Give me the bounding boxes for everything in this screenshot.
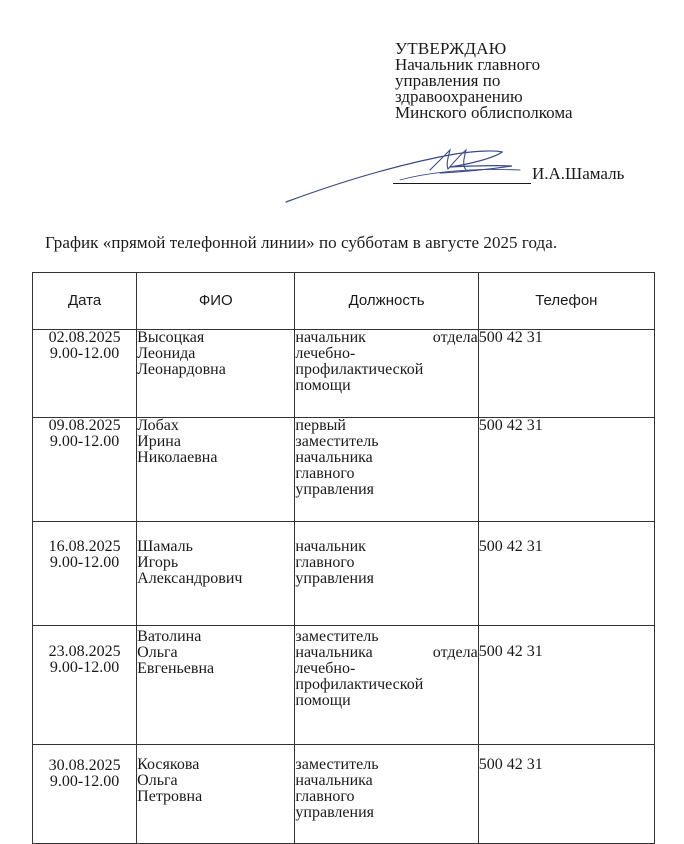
cell-position: [295, 418, 478, 522]
cell-phone: 500 42 31: [478, 418, 654, 522]
page-title: График «прямой телефонной линии» по субботам в августе 2025 года.: [45, 233, 558, 252]
handwritten-signature: [280, 142, 540, 208]
position-line: начальника: [295, 772, 373, 789]
position-line: первый: [295, 417, 346, 434]
date-value: 09.08.2025: [48, 417, 121, 434]
position-line: главного: [295, 554, 355, 571]
cell-date: [33, 745, 137, 844]
header-position: Должность: [295, 273, 478, 330]
patronymic: Петровна: [137, 788, 203, 805]
cell-position: [295, 522, 478, 626]
approval-block: [395, 41, 573, 121]
table-row: [33, 745, 655, 844]
table-row: [33, 626, 655, 745]
first-name: Леонида: [137, 345, 196, 362]
position-line: лечебно-: [295, 345, 356, 362]
patronymic: Евгеньевна: [137, 660, 215, 677]
position-line: начальник: [295, 538, 366, 555]
position-line: управления: [295, 804, 374, 821]
surname: Высоцкая: [137, 329, 205, 346]
cell-phone: 500 42 31: [478, 626, 654, 745]
surname: Лобах: [137, 417, 179, 434]
first-name: Ольга: [137, 644, 178, 661]
approval-line: Начальник главного: [395, 55, 541, 74]
patronymic: Александрович: [137, 570, 243, 587]
approval-line: Минского облисполкома: [395, 103, 573, 122]
signature-line: [393, 183, 531, 184]
patronymic: Николаевна: [137, 449, 218, 466]
table-row: [33, 330, 655, 418]
header-name: ФИО: [137, 273, 295, 330]
position-line: начальник отдела: [295, 329, 478, 346]
date-value: 02.08.2025: [48, 329, 121, 346]
cell-phone: 500 42 31: [478, 745, 654, 844]
cell-position: [295, 626, 478, 745]
cell-phone: 500 42 31: [478, 330, 654, 418]
position-line: начальника отдела: [295, 644, 478, 661]
position-line: управления: [295, 570, 374, 587]
cell-position: [295, 330, 478, 418]
cell-date: [33, 418, 137, 522]
position-line: заместитель: [295, 756, 379, 773]
position-line: помощи: [295, 692, 351, 709]
surname: Ватолина: [137, 628, 202, 645]
position-line: профилактической: [295, 361, 424, 378]
position-line: помощи: [295, 377, 351, 394]
position-line: начальника: [295, 449, 373, 466]
header-date: Дата: [33, 273, 137, 330]
time-value: 9.00-12.00: [49, 433, 120, 450]
position-line: главного: [295, 465, 355, 482]
cell-phone: 500 42 31: [478, 522, 654, 626]
table-row: [33, 418, 655, 522]
first-name: Игорь: [137, 554, 179, 571]
first-name: Ольга: [137, 772, 178, 789]
cell-date: [33, 330, 137, 418]
cell-date: [33, 626, 137, 745]
position-line: профилактической: [295, 676, 424, 693]
cell-name: [137, 745, 295, 844]
header-phone: Телефон: [478, 273, 654, 330]
approval-line: управления по: [395, 71, 501, 90]
position-line: управления: [295, 481, 374, 498]
time-value: 9.00-12.00: [49, 554, 120, 571]
cell-name: [137, 522, 295, 626]
table-row: [33, 522, 655, 626]
date-value: 23.08.2025: [48, 643, 121, 660]
time-value: 9.00-12.00: [49, 773, 120, 790]
position-line: главного: [295, 788, 355, 805]
cell-name: [137, 626, 295, 745]
approval-line: здравоохранению: [395, 87, 523, 106]
first-name: Ирина: [137, 433, 181, 450]
surname: Косякова: [137, 756, 200, 773]
patronymic: Леонардовна: [137, 361, 226, 378]
date-value: 16.08.2025: [48, 538, 121, 555]
position-line: лечебно-: [295, 660, 356, 677]
approval-heading: УТВЕРЖДАЮ: [395, 39, 507, 58]
schedule-table: [32, 272, 655, 844]
table-header-row: [33, 273, 655, 330]
cell-name: [137, 330, 295, 418]
cell-name: [137, 418, 295, 522]
position-line: заместитель: [295, 628, 379, 645]
signer-name: И.А.Шамаль: [532, 164, 625, 183]
cell-position: [295, 745, 478, 844]
position-line: заместитель: [295, 433, 379, 450]
cell-date: [33, 522, 137, 626]
time-value: 9.00-12.00: [49, 659, 120, 676]
date-value: 30.08.2025: [48, 757, 121, 774]
time-value: 9.00-12.00: [49, 345, 120, 362]
surname: Шамаль: [137, 538, 193, 555]
